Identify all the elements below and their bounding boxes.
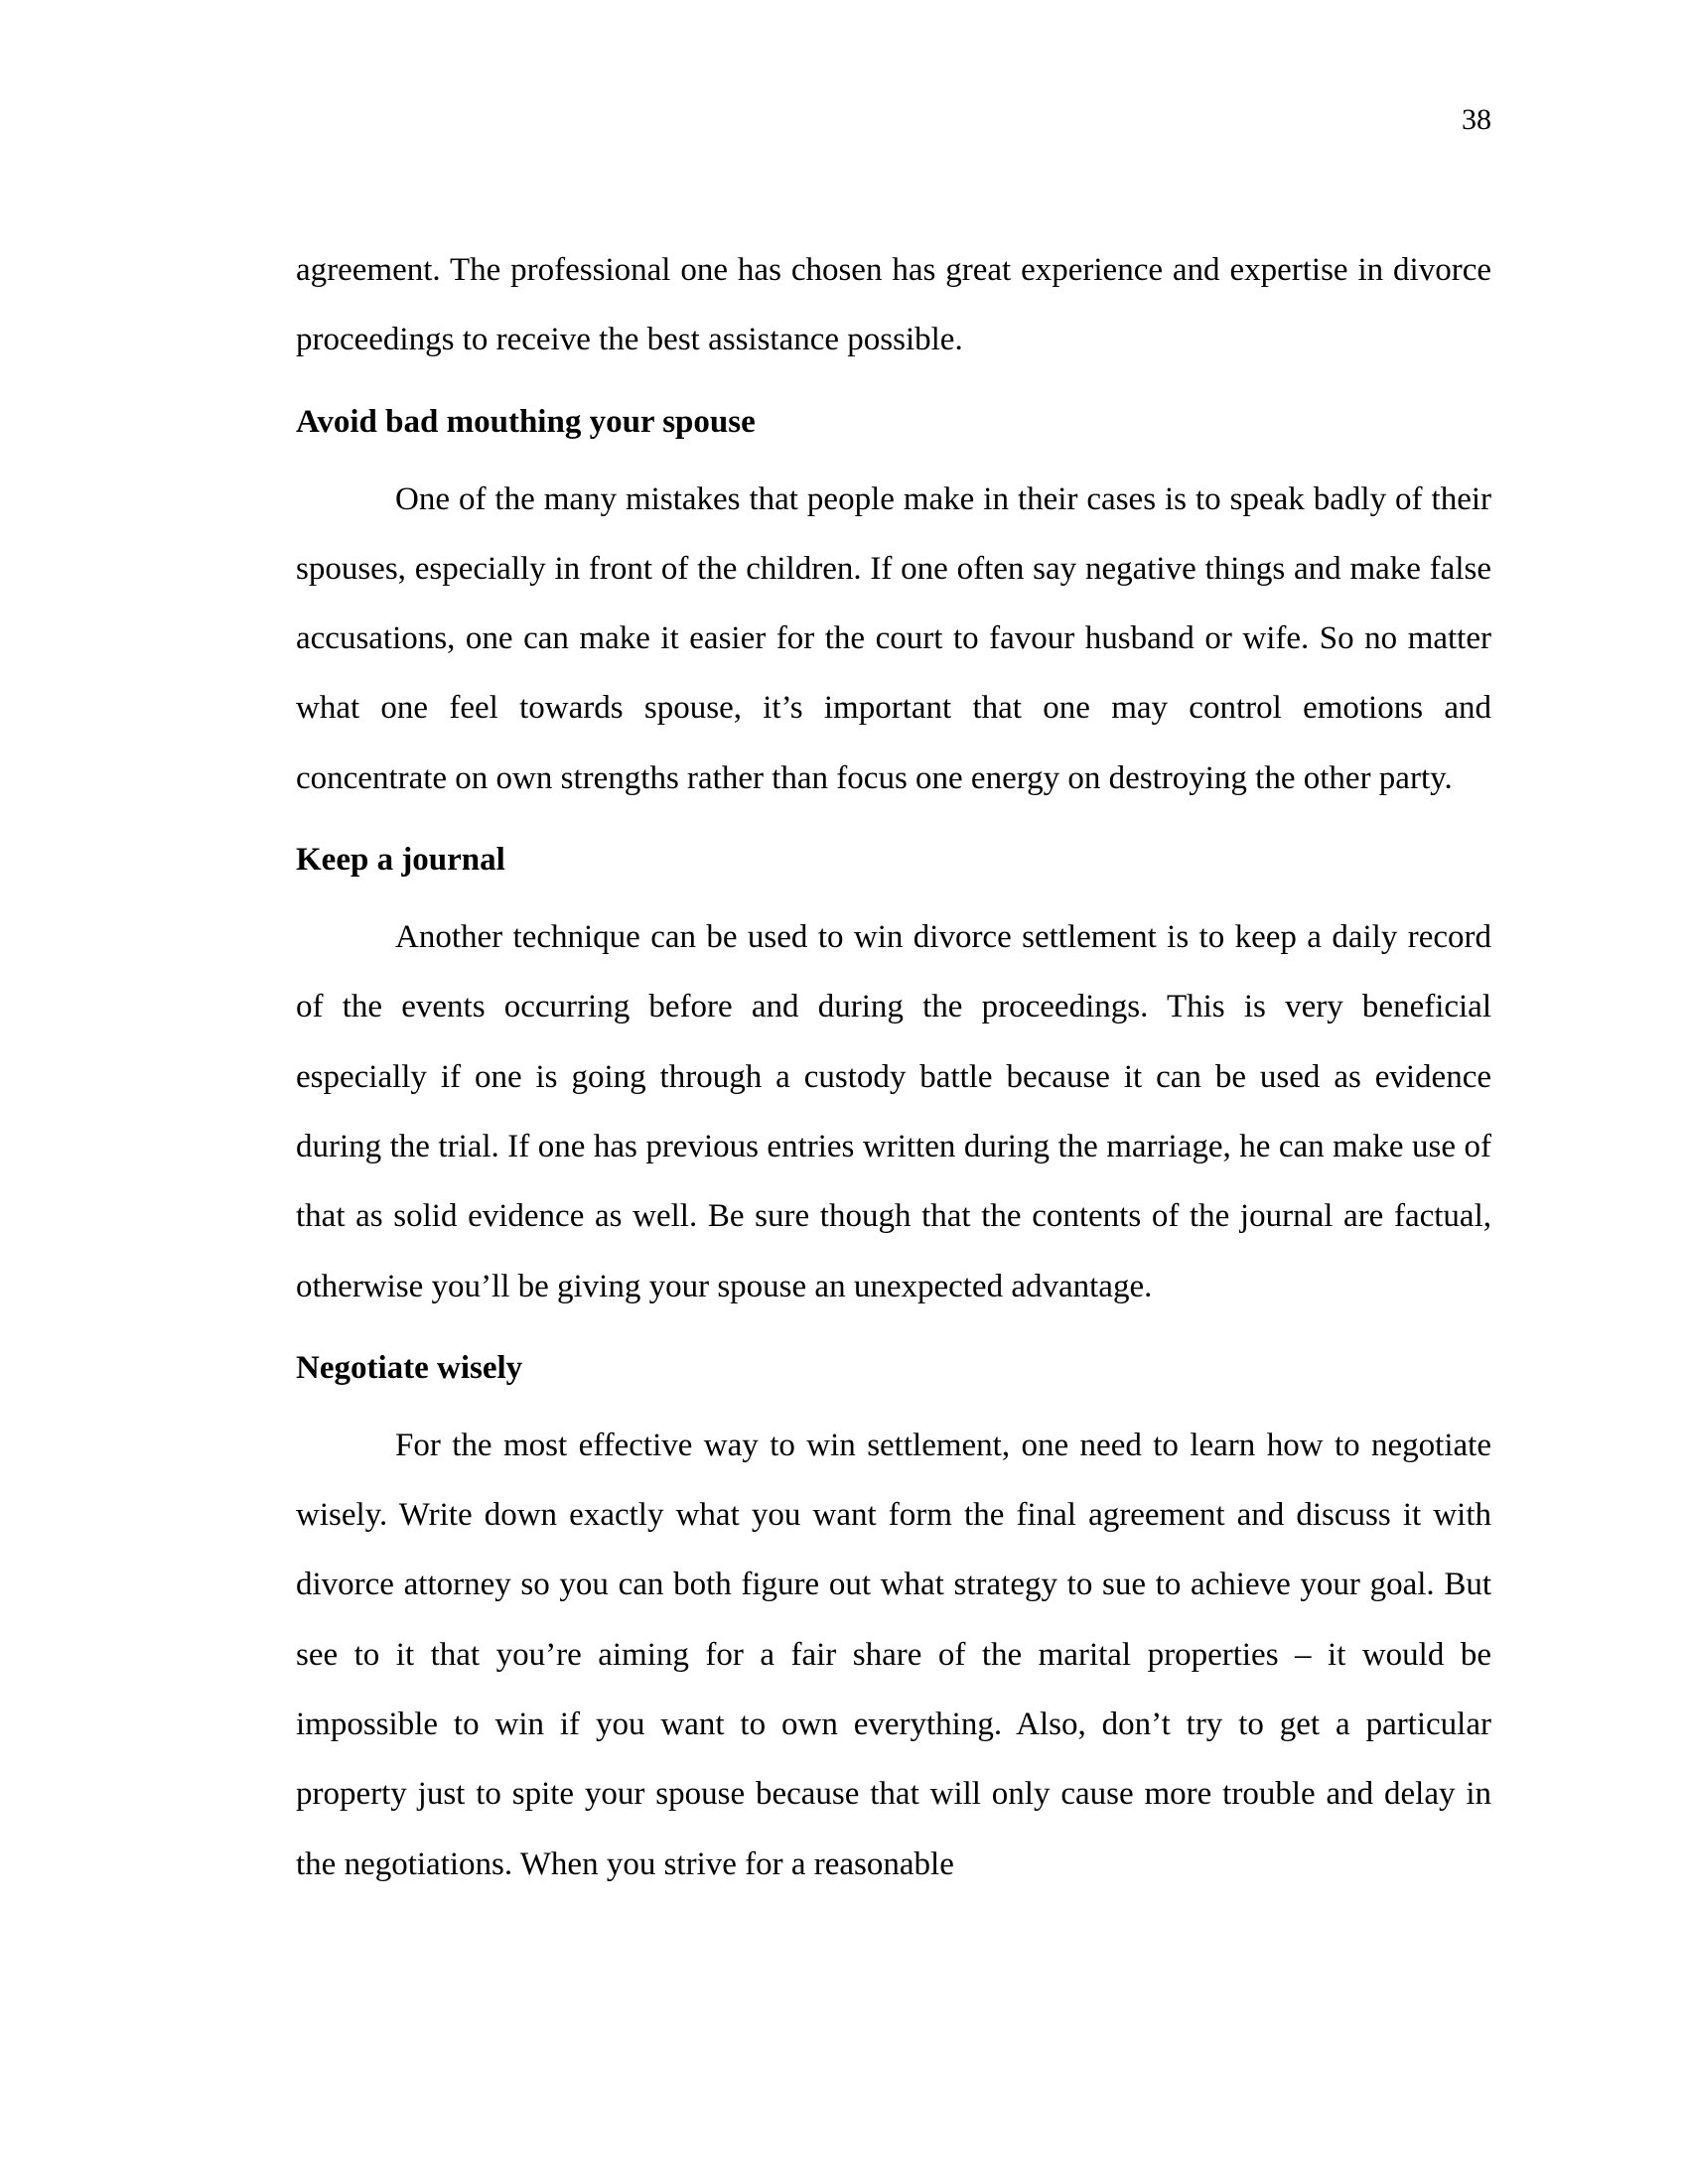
heading-avoid-bad-mouthing: Avoid bad mouthing your spouse <box>296 403 756 440</box>
heading-negotiate-wisely: Negotiate wisely <box>296 1349 523 1386</box>
paragraph-avoid-bad-mouthing: One of the many mistakes that people make in their cases is to speak badly of their spouses, especially in front of the children. If one often say negative things and make false accusations, one can make it easier for the court to favour husband or wife. So no matter what one feel towards spouse, it’s important that one may control emotions and concentrate on own strengths rather than focus one energy on destroying the other party. <box>296 480 1491 796</box>
paragraph-negotiate-wisely: For the most effective way to win settlement, one need to learn how to negotiate wisely. Write down exactly what you want form the final agreement and discuss it with divorce attorney so you can both figure out what strategy to sue to achieve your goal. But see to it that you’re aiming for a fair share of the marital properties – it would be impossible to win if you want to own everything. Also, don’t try to get a particular property just to spite your spouse because that will only cause more trouble and delay in the negotiations. When you strive for a reasonable <box>296 1427 1491 1882</box>
paragraph-agreement-continuation: agreement. The professional one has chosen has great experience and expertise in divorce proceedings to receive the best assistance possible. <box>296 252 1491 358</box>
page-body <box>296 235 1491 1899</box>
heading-keep-a-journal: Keep a journal <box>296 842 505 879</box>
page-number: 38 <box>1462 103 1491 136</box>
paragraph-keep-a-journal: Another technique can be used to win divorce settlement is to keep a daily record of the events occurring before and during the proceedings. This is very beneficial especially if one is going through a custody battle because it can be used as evidence during the trial. If one has previous entries written during the marriage, he can make use of that as solid evidence as well. Be sure though that the contents of the journal are factual, otherwise you’ll be giving your spouse an unexpected advantage. <box>296 919 1491 1304</box>
